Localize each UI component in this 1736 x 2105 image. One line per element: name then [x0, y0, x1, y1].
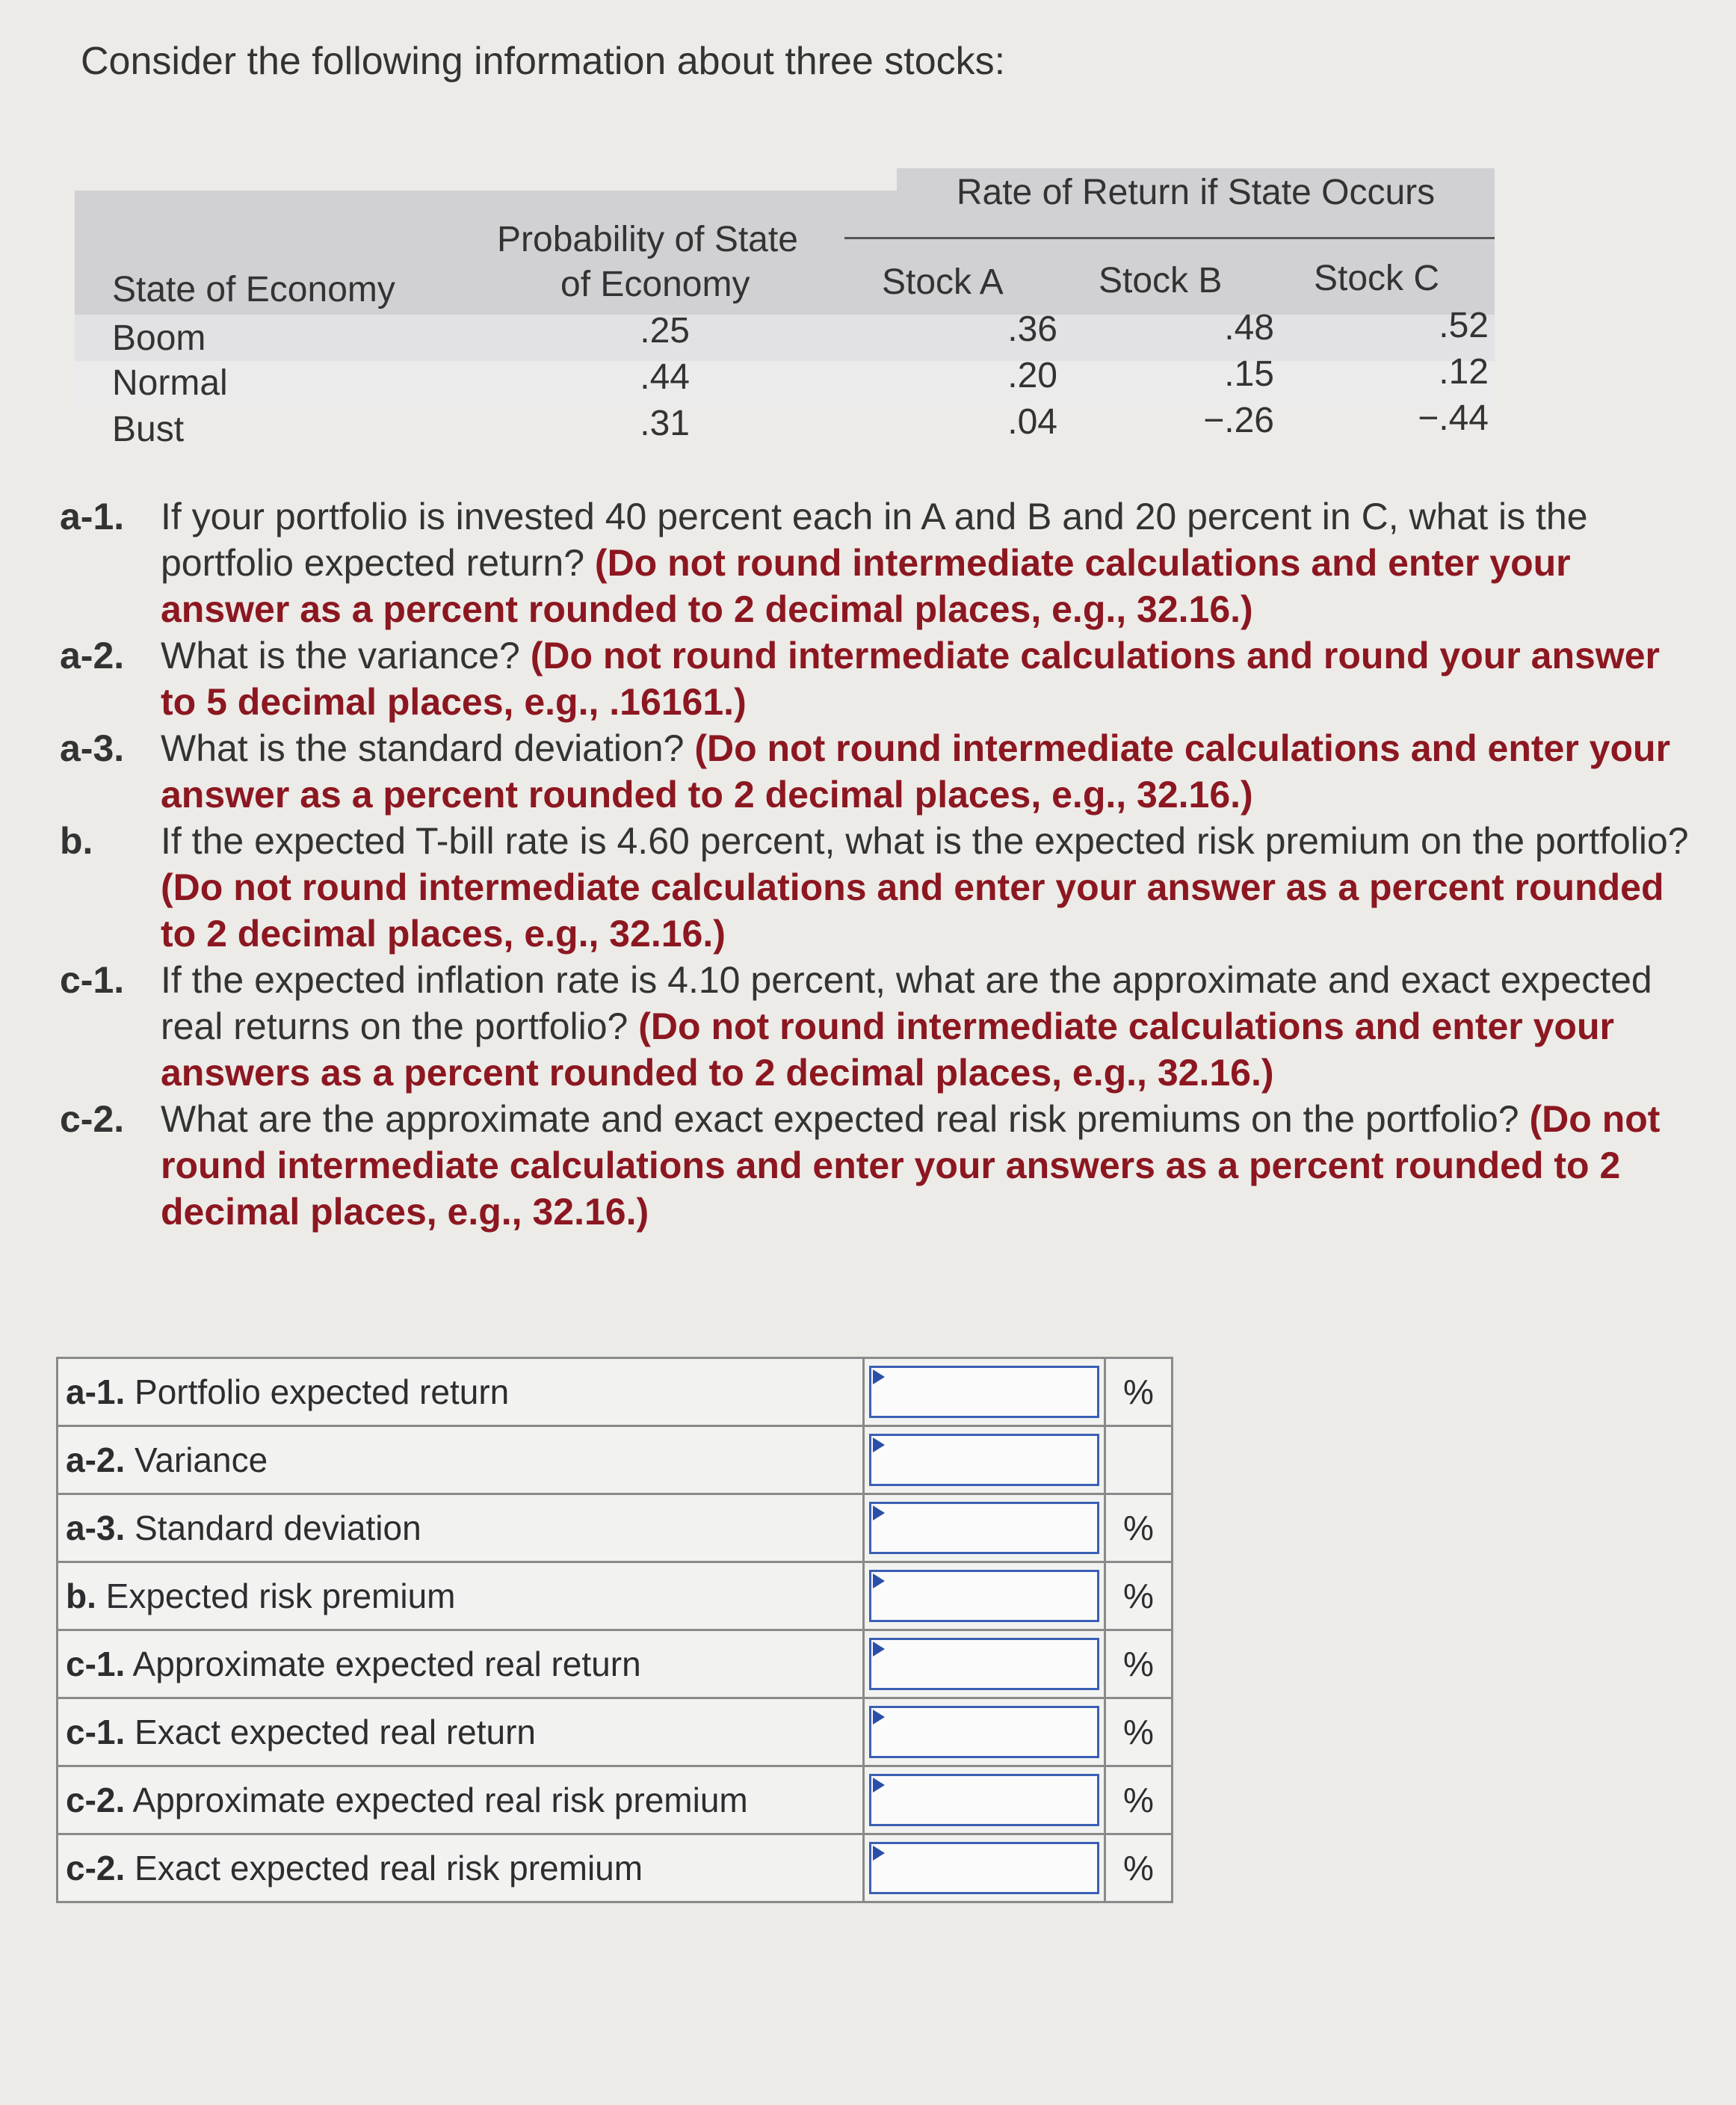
row-stripe — [75, 361, 1495, 407]
stock-b-bust: −.26 — [1203, 401, 1274, 440]
unit-label: % — [1105, 1834, 1172, 1902]
question-text: What is the standard deviation? — [161, 727, 695, 769]
question-label: b. — [60, 820, 93, 862]
stock-a-boom: .36 — [1007, 309, 1057, 349]
stock-c-bust: −.44 — [1418, 398, 1489, 438]
answer-label: c-1. Exact expected real return — [58, 1698, 864, 1766]
state-boom: Boom — [112, 318, 206, 358]
exact-real-risk-premium-input[interactable] — [869, 1842, 1099, 1894]
answer-input-cell — [864, 1426, 1105, 1494]
answer-input-cell — [864, 1494, 1105, 1562]
answer-label: c-1. Approximate expected real return — [58, 1630, 864, 1698]
stock-a-normal: .20 — [1007, 356, 1057, 395]
answer-label: c-2. Approximate expected real risk premium — [58, 1766, 864, 1834]
question-label: a-2. — [60, 635, 125, 677]
question-a3 — [60, 725, 1689, 818]
unit-label: % — [1105, 1698, 1172, 1766]
standard-deviation-input[interactable] — [869, 1502, 1099, 1554]
row-stripe — [75, 315, 1495, 361]
state-bust: Bust — [112, 410, 185, 449]
approx-real-risk-premium-input[interactable] — [869, 1774, 1099, 1826]
question-instruction: (Do not round intermediate calculations and round your answer to 5 decimal places, e.g., .16161.) — [161, 635, 1660, 723]
col-header-prob-line2: of Economy — [560, 265, 750, 304]
answer-row — [58, 1834, 1173, 1902]
col-header-stock-c: Stock C — [1314, 259, 1440, 298]
col-header-stock-a: Stock A — [882, 262, 1004, 302]
answer-row — [58, 1698, 1173, 1766]
exact-real-return-input[interactable] — [869, 1706, 1099, 1758]
col-header-stock-b: Stock B — [1099, 261, 1223, 301]
answer-label: a-1. Portfolio expected return — [58, 1358, 864, 1426]
question-c1 — [60, 957, 1689, 1096]
rate-of-return-header: Rate of Return if State Occurs — [956, 173, 1436, 212]
stock-c-normal: .12 — [1439, 352, 1489, 392]
answer-input-cell — [864, 1358, 1105, 1426]
stock-b-normal: .15 — [1224, 354, 1274, 394]
answer-label: a-2. Variance — [58, 1426, 864, 1494]
answer-input-cell — [864, 1698, 1105, 1766]
question-a2 — [60, 632, 1689, 725]
question-text: What is the variance? — [161, 635, 531, 677]
answer-row — [58, 1494, 1173, 1562]
unit-label: % — [1105, 1494, 1172, 1562]
answer-table — [56, 1357, 1173, 1903]
question-a1 — [60, 493, 1689, 632]
col-header-state: State of Economy — [112, 270, 395, 309]
prob-bust: .31 — [640, 404, 690, 443]
question-instruction: (Do not round intermediate calculations and enter your answer as a percent rounded to 2 decimal places, e.g., 32.16.) — [161, 866, 1664, 955]
answer-row — [58, 1358, 1173, 1426]
expected-risk-premium-input[interactable] — [869, 1570, 1099, 1622]
col-header-prob-line1: Probability of State — [497, 220, 798, 259]
answer-row — [58, 1630, 1173, 1698]
question-text: If the expected inflation rate is 4.10 percent, what are the approximate and exact expected real returns on the portfolio? — [161, 959, 1652, 1047]
answer-input-cell — [864, 1630, 1105, 1698]
answer-row — [58, 1426, 1173, 1494]
stock-c-boom: .52 — [1439, 306, 1489, 345]
questions-list — [60, 493, 1689, 1235]
approx-real-return-input[interactable] — [869, 1638, 1099, 1690]
unit-label: % — [1105, 1562, 1172, 1630]
question-b — [60, 818, 1689, 957]
answer-row — [58, 1766, 1173, 1834]
unit-label: % — [1105, 1630, 1172, 1698]
answer-input-cell — [864, 1834, 1105, 1902]
question-instruction: (Do not round intermediate calculations and enter your answer as a percent rounded to 2 decimal places, e.g., 32.16.) — [161, 727, 1671, 816]
question-instruction: (Do not round intermediate calculations and enter your answers as a percent rounded to 2 decimal places, e.g., 32.16.) — [161, 1098, 1661, 1233]
returns-table — [75, 168, 1495, 467]
question-text: If your portfolio is invested 40 percent each in A and B and 20 percent in C, what is the portfolio expected return? — [161, 496, 1588, 584]
portfolio-expected-return-input[interactable] — [869, 1366, 1099, 1418]
prob-boom: .25 — [640, 311, 690, 351]
intro-text: Consider the following information about three stocks: — [81, 40, 1006, 83]
answer-input-cell — [864, 1562, 1105, 1630]
question-label: c-1. — [60, 959, 125, 1001]
answer-row — [58, 1562, 1173, 1630]
answer-label: c-2. Exact expected real risk premium — [58, 1834, 864, 1902]
question-label: a-1. — [60, 496, 125, 537]
question-text: If the expected T-bill rate is 4.60 percent, what is the expected risk premium on the portfolio? — [161, 820, 1689, 862]
unit-label: % — [1105, 1766, 1172, 1834]
question-instruction: (Do not round intermediate calculations and enter your answers as a percent rounded to 2 decimal places, e.g., 32.16.) — [161, 1005, 1614, 1094]
question-text: What are the approximate and exact expected real risk premiums on the portfolio? — [161, 1098, 1530, 1140]
question-instruction: (Do not round intermediate calculations and enter your answer as a percent rounded to 2 decimal places, e.g., 32.16.) — [161, 542, 1571, 630]
variance-input[interactable] — [869, 1434, 1099, 1486]
answer-label: b. Expected risk premium — [58, 1562, 864, 1630]
state-normal: Normal — [112, 363, 228, 403]
question-label: c-2. — [60, 1098, 125, 1140]
question-c2 — [60, 1096, 1689, 1235]
question-label: a-3. — [60, 727, 125, 769]
prob-normal: .44 — [640, 357, 690, 397]
unit-label: % — [1105, 1358, 1172, 1426]
unit-label — [1105, 1426, 1172, 1494]
stock-b-boom: .48 — [1224, 308, 1274, 348]
stock-a-bust: .04 — [1007, 402, 1057, 442]
answer-label: a-3. Standard deviation — [58, 1494, 864, 1562]
header-rule — [844, 237, 1495, 239]
answer-input-cell — [864, 1766, 1105, 1834]
